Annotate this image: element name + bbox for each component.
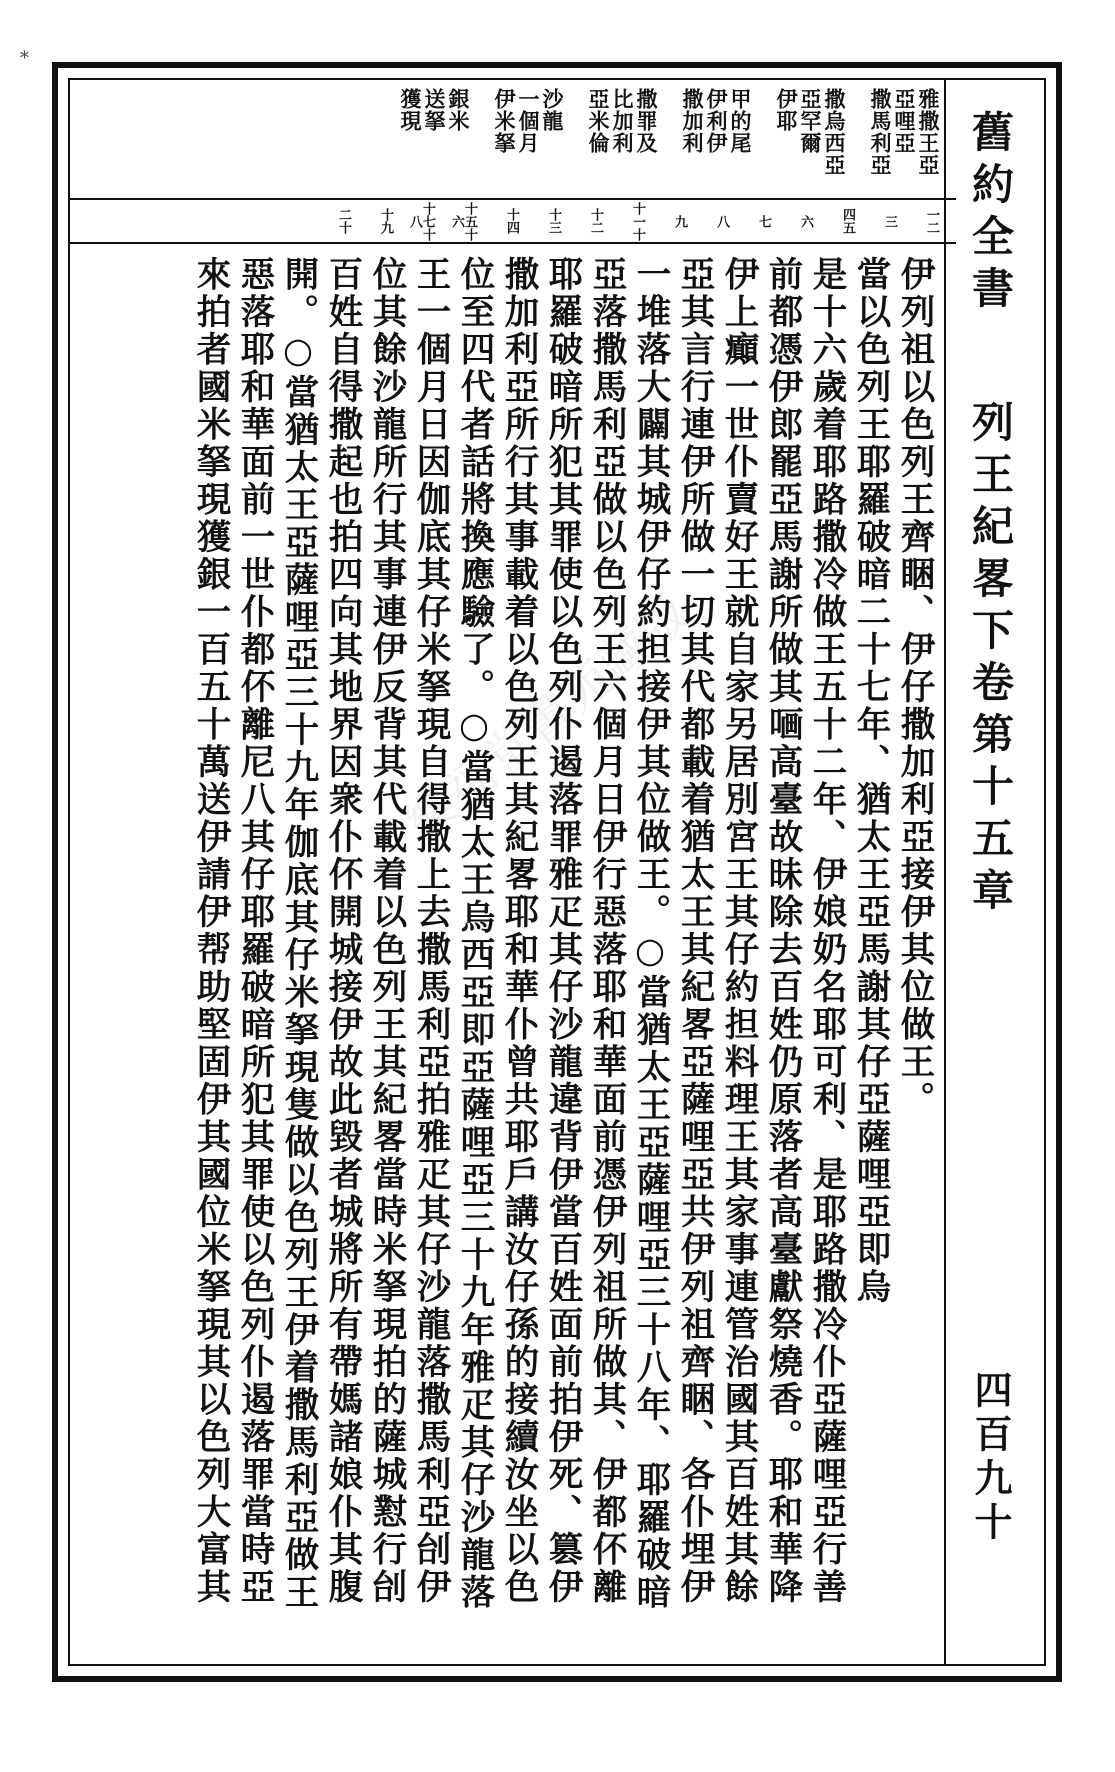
text-column: 伊列祖以色列王齊睏、伊仔撒加利亞接伊其位做王。 bbox=[894, 256, 934, 1119]
text-column: 來拍者國米拏現獲銀一百五十萬送伊請伊帮助堅固伊其國位米拏現其以色列大富其 bbox=[190, 256, 230, 1606]
verse-number: 二十 bbox=[336, 208, 351, 234]
verse-number: 十二 bbox=[588, 208, 603, 234]
verse-number: 九 bbox=[672, 214, 687, 228]
verse-number: 十九 bbox=[378, 208, 393, 234]
text-column: 亞其言行連伊所做一切其代都載着猶太王其紀畧亞薩哩亞共伊列祖齊睏、各仆埋伊 bbox=[674, 256, 714, 1606]
text-column: 王一個月日因伽底其仔米拏現自得撒上去撒馬利亞拍雅疋其仔沙龍落撒馬利亞刣伊 bbox=[410, 256, 450, 1606]
text-column: 一堆落大闢其城伊仔約担接伊其位做王。○當猶太王亞薩哩亞三十八年、耶羅破暗 bbox=[630, 256, 670, 1612]
text-column: 開。○當猶太王亞薩哩亞三十九年伽底其仔米拏現隻做以色列王伊着撒馬利亞做王 bbox=[278, 256, 318, 1612]
page-number: 四百九十 bbox=[968, 1370, 1013, 1546]
verse-number: 七 bbox=[756, 214, 771, 228]
verse-number: 十四 bbox=[504, 208, 519, 234]
verse-number: 一二 bbox=[924, 208, 939, 234]
verse-number: 四五 bbox=[840, 208, 855, 234]
glossary-group bbox=[586, 88, 658, 198]
glossary-line: 亞米倫 bbox=[586, 88, 611, 154]
verse-number: 十五十六 bbox=[449, 201, 477, 241]
glossary-line: 撒罪及 bbox=[634, 88, 659, 154]
glossary-line: 送拏 bbox=[422, 88, 447, 132]
glossary-line: 伊利伊 bbox=[704, 88, 729, 154]
text-column: 惡落耶和華面前一世仆都伓離尼八其仔耶羅破暗所犯其罪使以色列仆遏落罪當時亞 bbox=[234, 256, 274, 1606]
text-column: 是十六歲着耶路撒冷做王五十二年、伊娘奶名耶可利、是耶路撒冷仆亞薩哩亞行善 bbox=[806, 256, 846, 1606]
glossary-line: 撒馬利亞 bbox=[868, 88, 893, 176]
text-column: 撒加利亞所行其事載着以色列王其紀畧耶和華仆曾共耶戶講汝仔孫的接續汝坐以色 bbox=[498, 256, 538, 1606]
text-column: 當以色列王耶羅破暗二十七年、猶太王亞馬謝其仔亞薩哩亞即烏 bbox=[850, 256, 890, 1306]
glossary-group bbox=[774, 88, 846, 198]
text-column: 位其餘沙龍所行其事連伊反背其代載着以色列王其紀畧當時米拏現拍的薩城懟行刣 bbox=[366, 256, 406, 1606]
glossary-line: 伊米拏 bbox=[492, 88, 517, 154]
glossary-group bbox=[680, 88, 752, 198]
glossary-line: 撒加利 bbox=[680, 88, 705, 154]
glossary-line: 伊耶 bbox=[774, 88, 799, 132]
verse-number-band bbox=[70, 200, 956, 244]
glossary-group bbox=[398, 88, 470, 198]
verse-number: 三 bbox=[882, 214, 897, 228]
inner-frame bbox=[68, 78, 1046, 1666]
glossary-group bbox=[868, 88, 940, 198]
running-header bbox=[944, 80, 1044, 1664]
verse-number: 十一十 bbox=[630, 201, 645, 241]
glossary-line: 亞罕爾 bbox=[798, 88, 823, 154]
glossary-line: 亞哩亞 bbox=[892, 88, 917, 154]
text-column: 前都憑伊郎罷亞馬謝所做其𠵾高臺故昧除去百姓仍原落者高臺獻祭燒香。耶和華降 bbox=[762, 256, 802, 1606]
text-column: 耶羅破暗所犯其罪使以色列仆遏落罪雅疋其仔沙龍違背伊當百姓面前拍伊死、篡伊 bbox=[542, 256, 582, 1606]
verse-number: 八 bbox=[714, 214, 729, 228]
chapter-title: 列王紀畧下卷第十五章 bbox=[966, 400, 1015, 920]
main-text bbox=[70, 244, 956, 1664]
glossary-line: 比加利 bbox=[610, 88, 635, 154]
verse-number: 六 bbox=[798, 214, 813, 228]
glossary-line: 沙龍 bbox=[540, 88, 565, 132]
margin-mark: * bbox=[20, 48, 29, 69]
text-column: 位至四代者話將換應驗了。○當猶太王烏西亞即亞薩哩亞三十九年雅疋其仔沙龍落 bbox=[454, 256, 494, 1612]
verse-number: 十七十八 bbox=[407, 201, 435, 241]
watermark: 樂福堂書苑藏版 bbox=[394, 584, 701, 854]
text-column: 伊上癲一世仆賣好王就自家另居別宮王其仔約担料理王其家事連管治國其百姓其餘 bbox=[718, 256, 758, 1606]
glossary-line: 一個月 bbox=[516, 88, 541, 154]
page-frame bbox=[52, 62, 1062, 1682]
book-title: 舊約全書 bbox=[966, 110, 1015, 318]
glossary-group bbox=[492, 88, 564, 198]
glossary-line: 撒烏西亞 bbox=[822, 88, 847, 176]
glossary-band bbox=[70, 80, 956, 200]
verse-number: 十三 bbox=[546, 208, 561, 234]
text-column: 亞落撒馬利亞做以色列王六個月日伊行惡落耶和華面前憑伊列祖所做其、伊都伓離 bbox=[586, 256, 626, 1606]
glossary-line: 甲的尾 bbox=[728, 88, 753, 154]
glossary-line: 獲現 bbox=[398, 88, 423, 132]
glossary-line: 銀米 bbox=[446, 88, 471, 132]
glossary-line: 雅撒王亞 bbox=[916, 88, 941, 176]
text-column: 百姓自得撒起也拍四向其地界因衆仆伓開城接伊故此毀者城將所有帶媽諸娘仆其腹 bbox=[322, 256, 362, 1606]
